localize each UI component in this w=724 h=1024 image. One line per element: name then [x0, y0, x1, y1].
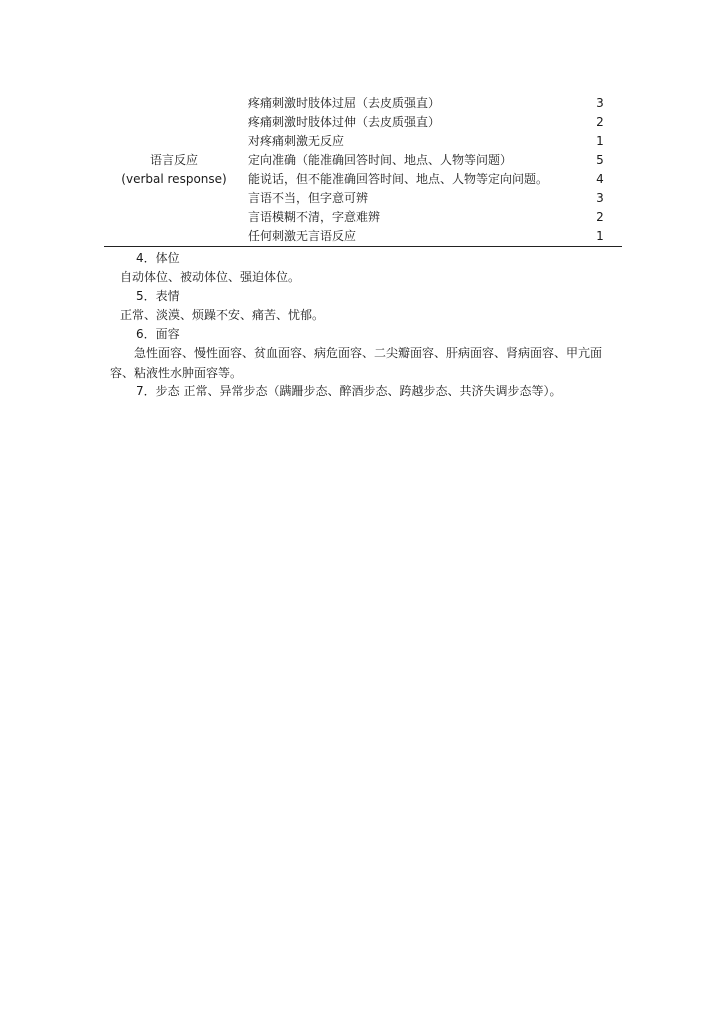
category-name-en: (verbal response): [121, 172, 227, 186]
table-row: [104, 208, 622, 227]
table-row: [104, 132, 622, 151]
table-row: [104, 227, 622, 246]
table-row: [104, 151, 622, 170]
section-heading-expression: 5．表情: [136, 289, 180, 303]
row-score: 2: [596, 115, 604, 129]
table-row: [104, 94, 622, 113]
row-description: 言语不当，但字意可辨: [248, 191, 369, 205]
category-name-zh: 语言反应: [149, 153, 198, 167]
row-description: 对疼痛刺激无反应: [248, 134, 345, 148]
row-description: 疼痛刺激时肢体过屈（去皮质强直）: [248, 96, 441, 110]
row-description: 言语模糊不清，字意难辨: [248, 210, 381, 224]
row-score: 1: [596, 134, 604, 148]
row-score: 3: [596, 96, 604, 110]
section-body-expression: 正常、淡漠、烦躁不安、痛苦、忧郁。: [120, 308, 325, 322]
row-score: 2: [596, 210, 604, 224]
table-row: [104, 189, 622, 208]
table-row: [104, 113, 622, 132]
section-gait: 7．步态 正常、异常步态（蹒跚步态、醉酒步态、跨越步态、共济失调步态等）。: [136, 384, 562, 398]
section-body-facies: 急性面容、慢性面容、贫血面容、病危面容、二尖瓣面容、肝病面容、肾病面容、甲亢面容、粘液性水肿面容等。: [110, 346, 603, 380]
row-score: 4: [596, 172, 604, 186]
row-score: 3: [596, 191, 604, 205]
section-heading-facies: 6．面容: [136, 327, 180, 341]
row-score: 5: [596, 153, 604, 167]
section-heading-posture: 4．体位: [136, 251, 180, 265]
row-description: 疼痛刺激时肢体过伸（去皮质强直）: [248, 115, 441, 129]
section-body-posture: 自动体位、被动体位、强迫体位。: [120, 270, 301, 284]
row-description: 能说话，但不能准确回答时间、地点、人物等定向问题。: [248, 172, 549, 186]
row-score: 1: [596, 229, 604, 243]
table-bottom-rule: [104, 246, 622, 247]
row-description: 定向准确（能准确回答时间、地点、人物等问题）: [248, 153, 513, 167]
table-row: [104, 170, 622, 189]
row-description: 任何刺激无言语反应: [248, 229, 357, 243]
